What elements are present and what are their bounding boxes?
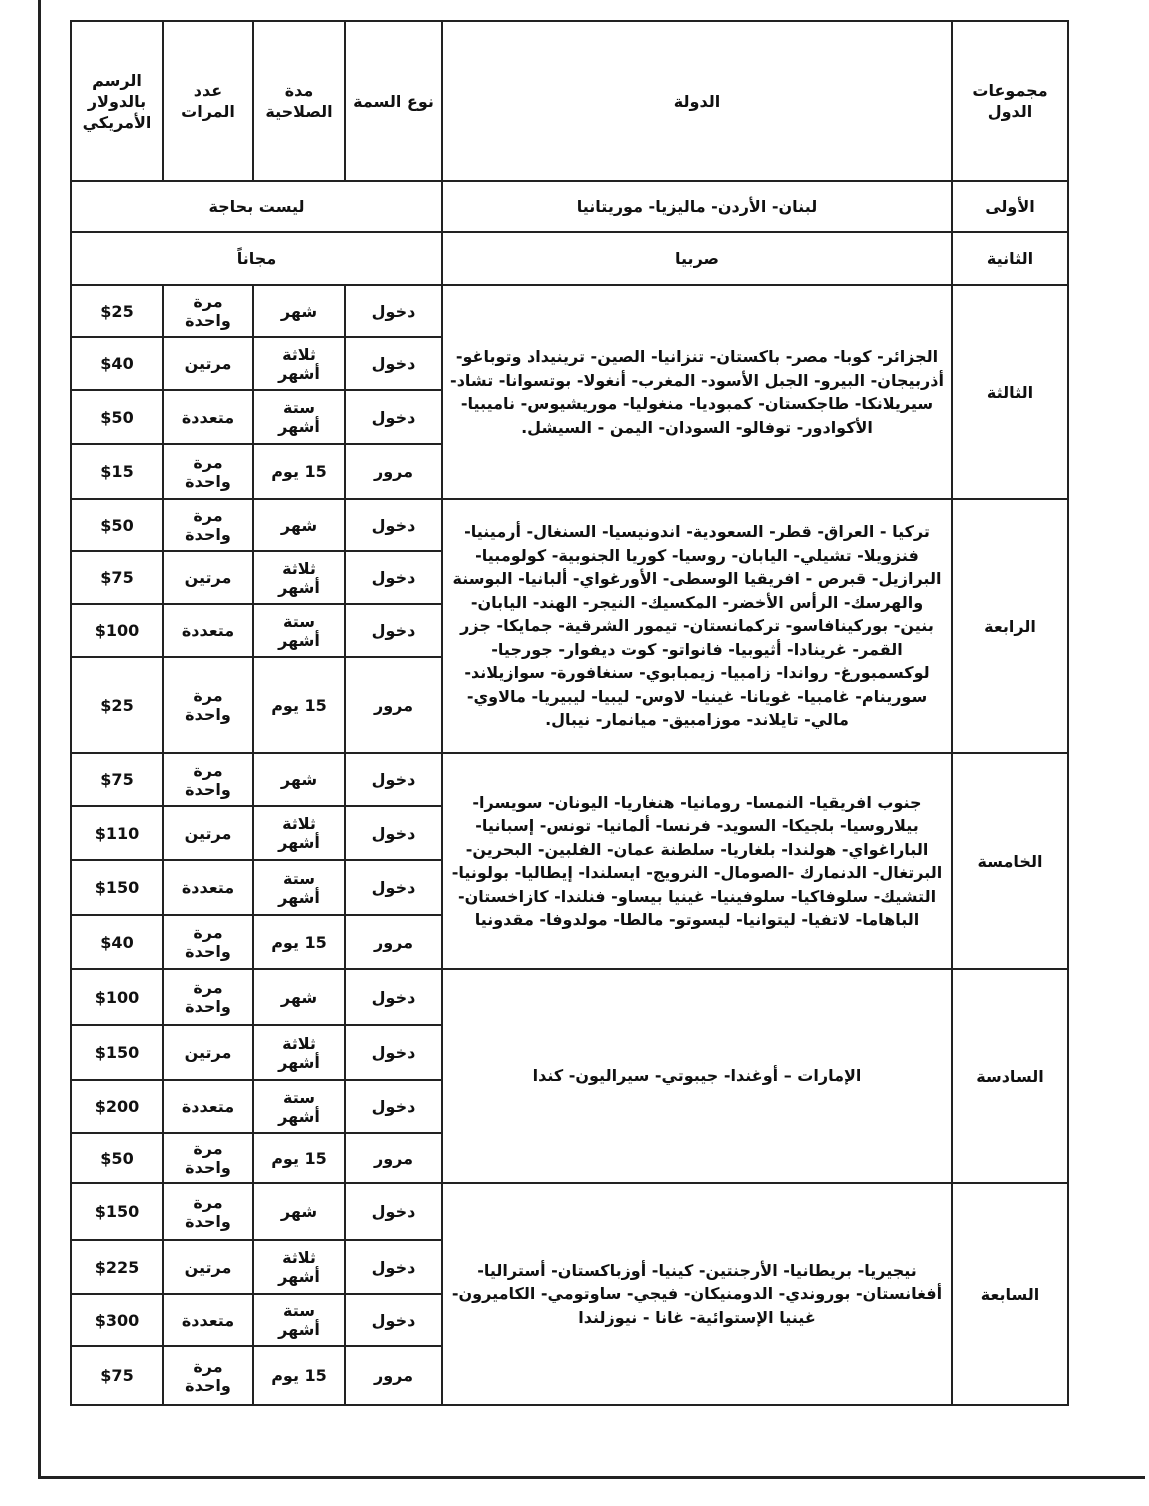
group-countries: لبنان- الأردن- ماليزيا- موريتانيا [442, 181, 952, 232]
header-row [71, 21, 1068, 181]
visa-type: دخول [345, 1080, 442, 1133]
entries: مرة واحدة [163, 915, 253, 969]
entries: متعددة [163, 860, 253, 915]
fee: $150 [71, 1183, 163, 1240]
header-entries: عدد المرات [163, 21, 253, 181]
header-validity: مدة الصلاحية [253, 21, 345, 181]
fee: $100 [71, 604, 163, 657]
visa-type: دخول [345, 860, 442, 915]
group-name: الأولى [952, 181, 1068, 232]
header-group: مجموعات الدول [952, 21, 1068, 181]
entries: مرتين [163, 1240, 253, 1294]
visa-type: مرور [345, 444, 442, 499]
entries: متعددة [163, 604, 253, 657]
fee: $50 [71, 390, 163, 444]
fee: $40 [71, 915, 163, 969]
header-visa-type: نوع السمة [345, 21, 442, 181]
fee: $200 [71, 1080, 163, 1133]
group-name: الثالثة [952, 285, 1068, 499]
visa-fees-table [70, 20, 1069, 1406]
validity: 15 يوم [253, 444, 345, 499]
visa-type: دخول [345, 1240, 442, 1294]
group-countries: الإمارات – أوغندا- جيبوتي- سيراليون- كندا [442, 969, 952, 1183]
fee: $25 [71, 657, 163, 753]
fee: $75 [71, 753, 163, 806]
validity: شهر [253, 285, 345, 337]
fee: $40 [71, 337, 163, 390]
fee: $110 [71, 806, 163, 860]
validity: ثلاثة أشهر [253, 806, 345, 860]
entries: متعددة [163, 1080, 253, 1133]
visa-type: مرور [345, 915, 442, 969]
group-countries: نيجيريا- بريطانيا- الأرجنتين- كينيا- أوزباكستان- أستراليا- أفغانستان- بوروندي- الدومنيكان- فيجي- ساوتومي- الكاميرون- غينيا الإستوائية- غانا - نيوزلندا [442, 1183, 952, 1405]
fee: $150 [71, 1025, 163, 1080]
table-row [71, 181, 1068, 232]
validity: ستة أشهر [253, 604, 345, 657]
entries: مرة واحدة [163, 1133, 253, 1183]
group-name: الرابعة [952, 499, 1068, 753]
validity: ستة أشهر [253, 860, 345, 915]
fee: $15 [71, 444, 163, 499]
validity: ثلاثة أشهر [253, 1240, 345, 1294]
visa-type: دخول [345, 1025, 442, 1080]
fee: $225 [71, 1240, 163, 1294]
entries: مرة واحدة [163, 444, 253, 499]
validity: 15 يوم [253, 1346, 345, 1405]
group-note: مجاناً [71, 232, 442, 285]
table-row [71, 969, 1068, 1025]
group-countries: الجزائر- كوبا- مصر- باكستان- تنزانيا- الصين- ترينيداد وتوباغو- أذربيجان- البيرو- الجبل الأسود- المغرب- أنغولا- بوتسوانا- تشاد- سيريلانكا- طاجكستان- كمبوديا- منغوليا- موريشيوس- ناميبيا- الأكوادور- توفالو- السودان- اليمن - السيشل. [442, 285, 952, 499]
validity: ثلاثة أشهر [253, 551, 345, 604]
visa-type: دخول [345, 551, 442, 604]
entries: مرة واحدة [163, 499, 253, 551]
fee: $50 [71, 499, 163, 551]
validity: شهر [253, 499, 345, 551]
group-name: الثانية [952, 232, 1068, 285]
entries: متعددة [163, 1294, 253, 1346]
visa-type: دخول [345, 969, 442, 1025]
fee: $75 [71, 551, 163, 604]
validity: شهر [253, 969, 345, 1025]
group-note: ليست بحاجة [71, 181, 442, 232]
entries: مرتين [163, 551, 253, 604]
validity: 15 يوم [253, 657, 345, 753]
entries: مرة واحدة [163, 657, 253, 753]
entries: مرة واحدة [163, 285, 253, 337]
table-row [71, 232, 1068, 285]
validity: 15 يوم [253, 1133, 345, 1183]
fee: $50 [71, 1133, 163, 1183]
visa-type: مرور [345, 1346, 442, 1405]
visa-type: دخول [345, 390, 442, 444]
visa-type: دخول [345, 285, 442, 337]
validity: ستة أشهر [253, 1294, 345, 1346]
visa-type: مرور [345, 657, 442, 753]
entries: مرتين [163, 337, 253, 390]
table-row [71, 499, 1068, 551]
table-row [71, 1183, 1068, 1240]
visa-type: دخول [345, 499, 442, 551]
validity: شهر [253, 753, 345, 806]
fee: $150 [71, 860, 163, 915]
entries: مرة واحدة [163, 753, 253, 806]
table-row [71, 285, 1068, 337]
visa-type: دخول [345, 1294, 442, 1346]
group-countries: صربيا [442, 232, 952, 285]
group-name: السادسة [952, 969, 1068, 1183]
table-row [71, 753, 1068, 806]
validity: شهر [253, 1183, 345, 1240]
fee: $75 [71, 1346, 163, 1405]
validity: 15 يوم [253, 915, 345, 969]
validity: ثلاثة أشهر [253, 337, 345, 390]
fee: $300 [71, 1294, 163, 1346]
visa-type: دخول [345, 806, 442, 860]
visa-type: مرور [345, 1133, 442, 1183]
fee: $25 [71, 285, 163, 337]
entries: مرتين [163, 1025, 253, 1080]
group-countries: تركيا - العراق- قطر- السعودية- اندونيسيا- السنغال- أرمينيا- فنزويلا- تشيلي- اليابان- روسيا- كوريا الجنوبية- كولومبيا- البرازيل- قبرص - افريقيا الوسطى- الأورغواي- ألبانيا- البوسنة والهرسك- الرأس الأخضر- المكسيك- النيجر- الهند- اليابان- بنين- بوركينافاسو- تركمانستان- تيمور الشرقية- جمايكا- جزر القمر- غرينادا- أثيوبيا- فانواتو- كوت ديفوار- جورجيا- لوكسمبورغ- رواندا- زامبيا- زيمبابوي- سنغافورة- سوازيلاند- سورينام- غامبيا- غويانا- غينيا- لاوس- ليبيا- ليبيريا- مالاوي- مالي- تايلاند- موزامبيق- ميانمار- نيبال. [442, 499, 952, 753]
validity: ستة أشهر [253, 1080, 345, 1133]
visa-type: دخول [345, 753, 442, 806]
group-countries: جنوب افريقيا- النمسا- رومانيا- هنغاريا- اليونان- سويسرا- بيلاروسيا- بلجيكا- السويد- فرنسا- ألمانيا- تونس- إسبانيا- الباراغواي- هولندا- بلغاريا- سلطنة عمان- الفلبين- البحرين- البرتغال- الدنمارك -الصومال- النرويج- ايسلندا- إيطاليا- بولونيا- التشيك- سلوفاكيا- سلوفينيا- غينيا بيساو- فنلندا- كازاخستان- الباهاما- لاتفيا- ليتوانيا- ليسوتو- مالطا- مولدوفا- مقدونيا [442, 753, 952, 969]
visa-type: دخول [345, 337, 442, 390]
header-fee: الرسم بالدولار الأمريكي [71, 21, 163, 181]
group-name: السابعة [952, 1183, 1068, 1405]
entries: متعددة [163, 390, 253, 444]
validity: ثلاثة أشهر [253, 1025, 345, 1080]
entries: مرة واحدة [163, 1183, 253, 1240]
fee: $100 [71, 969, 163, 1025]
entries: مرتين [163, 806, 253, 860]
group-name: الخامسة [952, 753, 1068, 969]
validity: ستة أشهر [253, 390, 345, 444]
entries: مرة واحدة [163, 969, 253, 1025]
entries: مرة واحدة [163, 1346, 253, 1405]
visa-type: دخول [345, 1183, 442, 1240]
header-country: الدولة [442, 21, 952, 181]
visa-type: دخول [345, 604, 442, 657]
